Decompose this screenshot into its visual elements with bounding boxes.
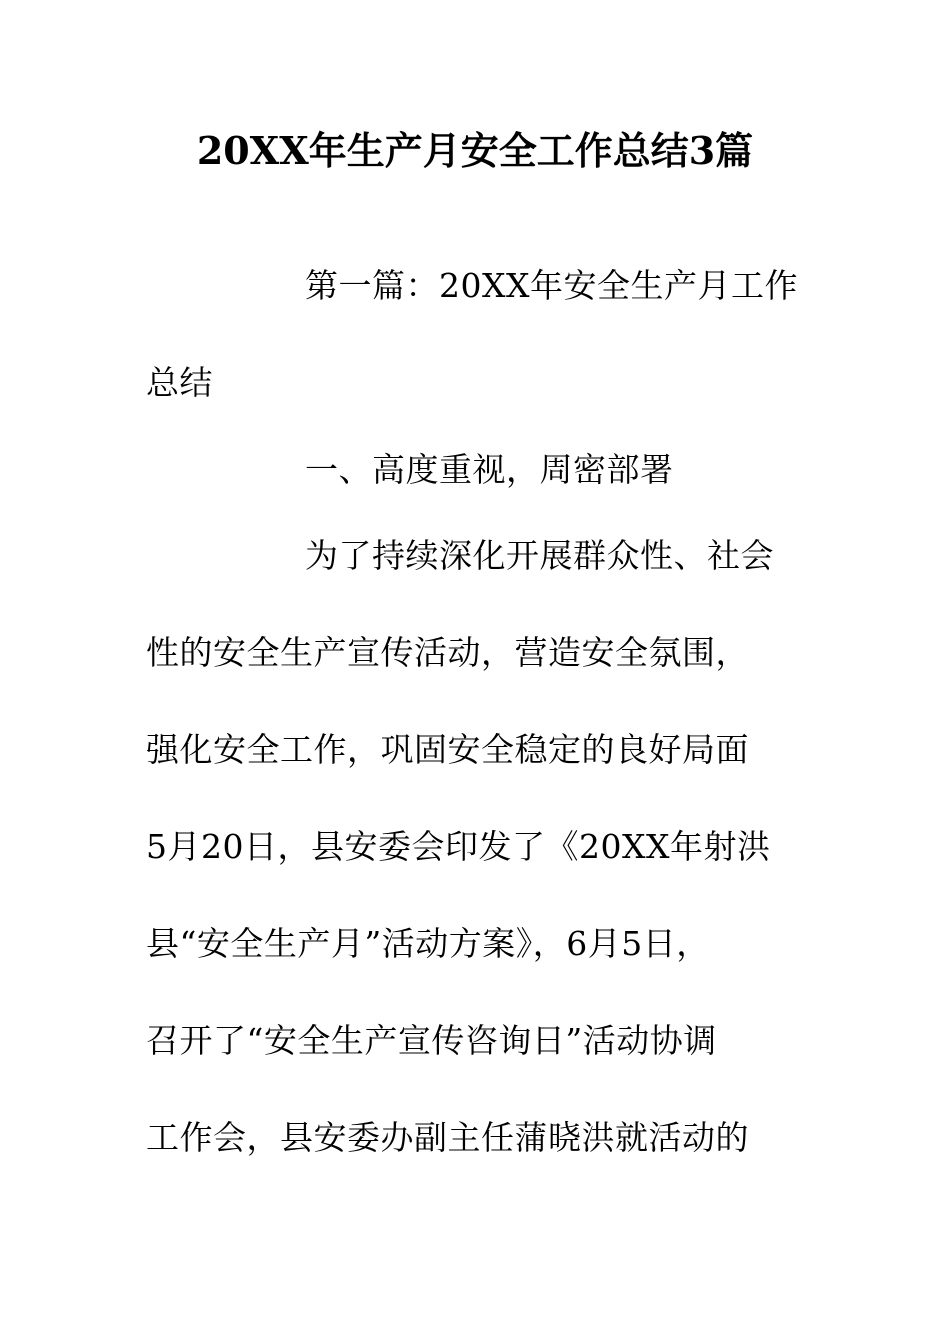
- paragraph-line-3: 强化安全工作，巩固安全稳定的良好局面: [146, 730, 749, 769]
- paragraph-line-6: 召开了“安全生产宣传咨询日”活动协调: [146, 1021, 717, 1060]
- document-title: 20XX年生产月安全工作总结3篇: [196, 128, 754, 173]
- subheading: 一、高度重视，周密部署: [305, 450, 674, 489]
- paragraph-line-5: 县“安全生产月”活动方案》，6月5日，: [146, 924, 710, 963]
- paragraph-line-7: 工作会，县安委办副主任蒲晓洪就活动的: [146, 1118, 749, 1157]
- section-heading-line-1: 第一篇：20XX年安全生产月工作: [305, 266, 798, 305]
- section-heading-line-2: 总结: [146, 363, 213, 402]
- paragraph-line-1: 为了持续深化开展群众性、社会: [305, 536, 774, 575]
- paragraph-line-4: 5月20日，县安委会印发了《20XX年射洪: [146, 827, 771, 866]
- paragraph-line-2: 性的安全生产宣传活动，营造安全氛围，: [146, 633, 749, 672]
